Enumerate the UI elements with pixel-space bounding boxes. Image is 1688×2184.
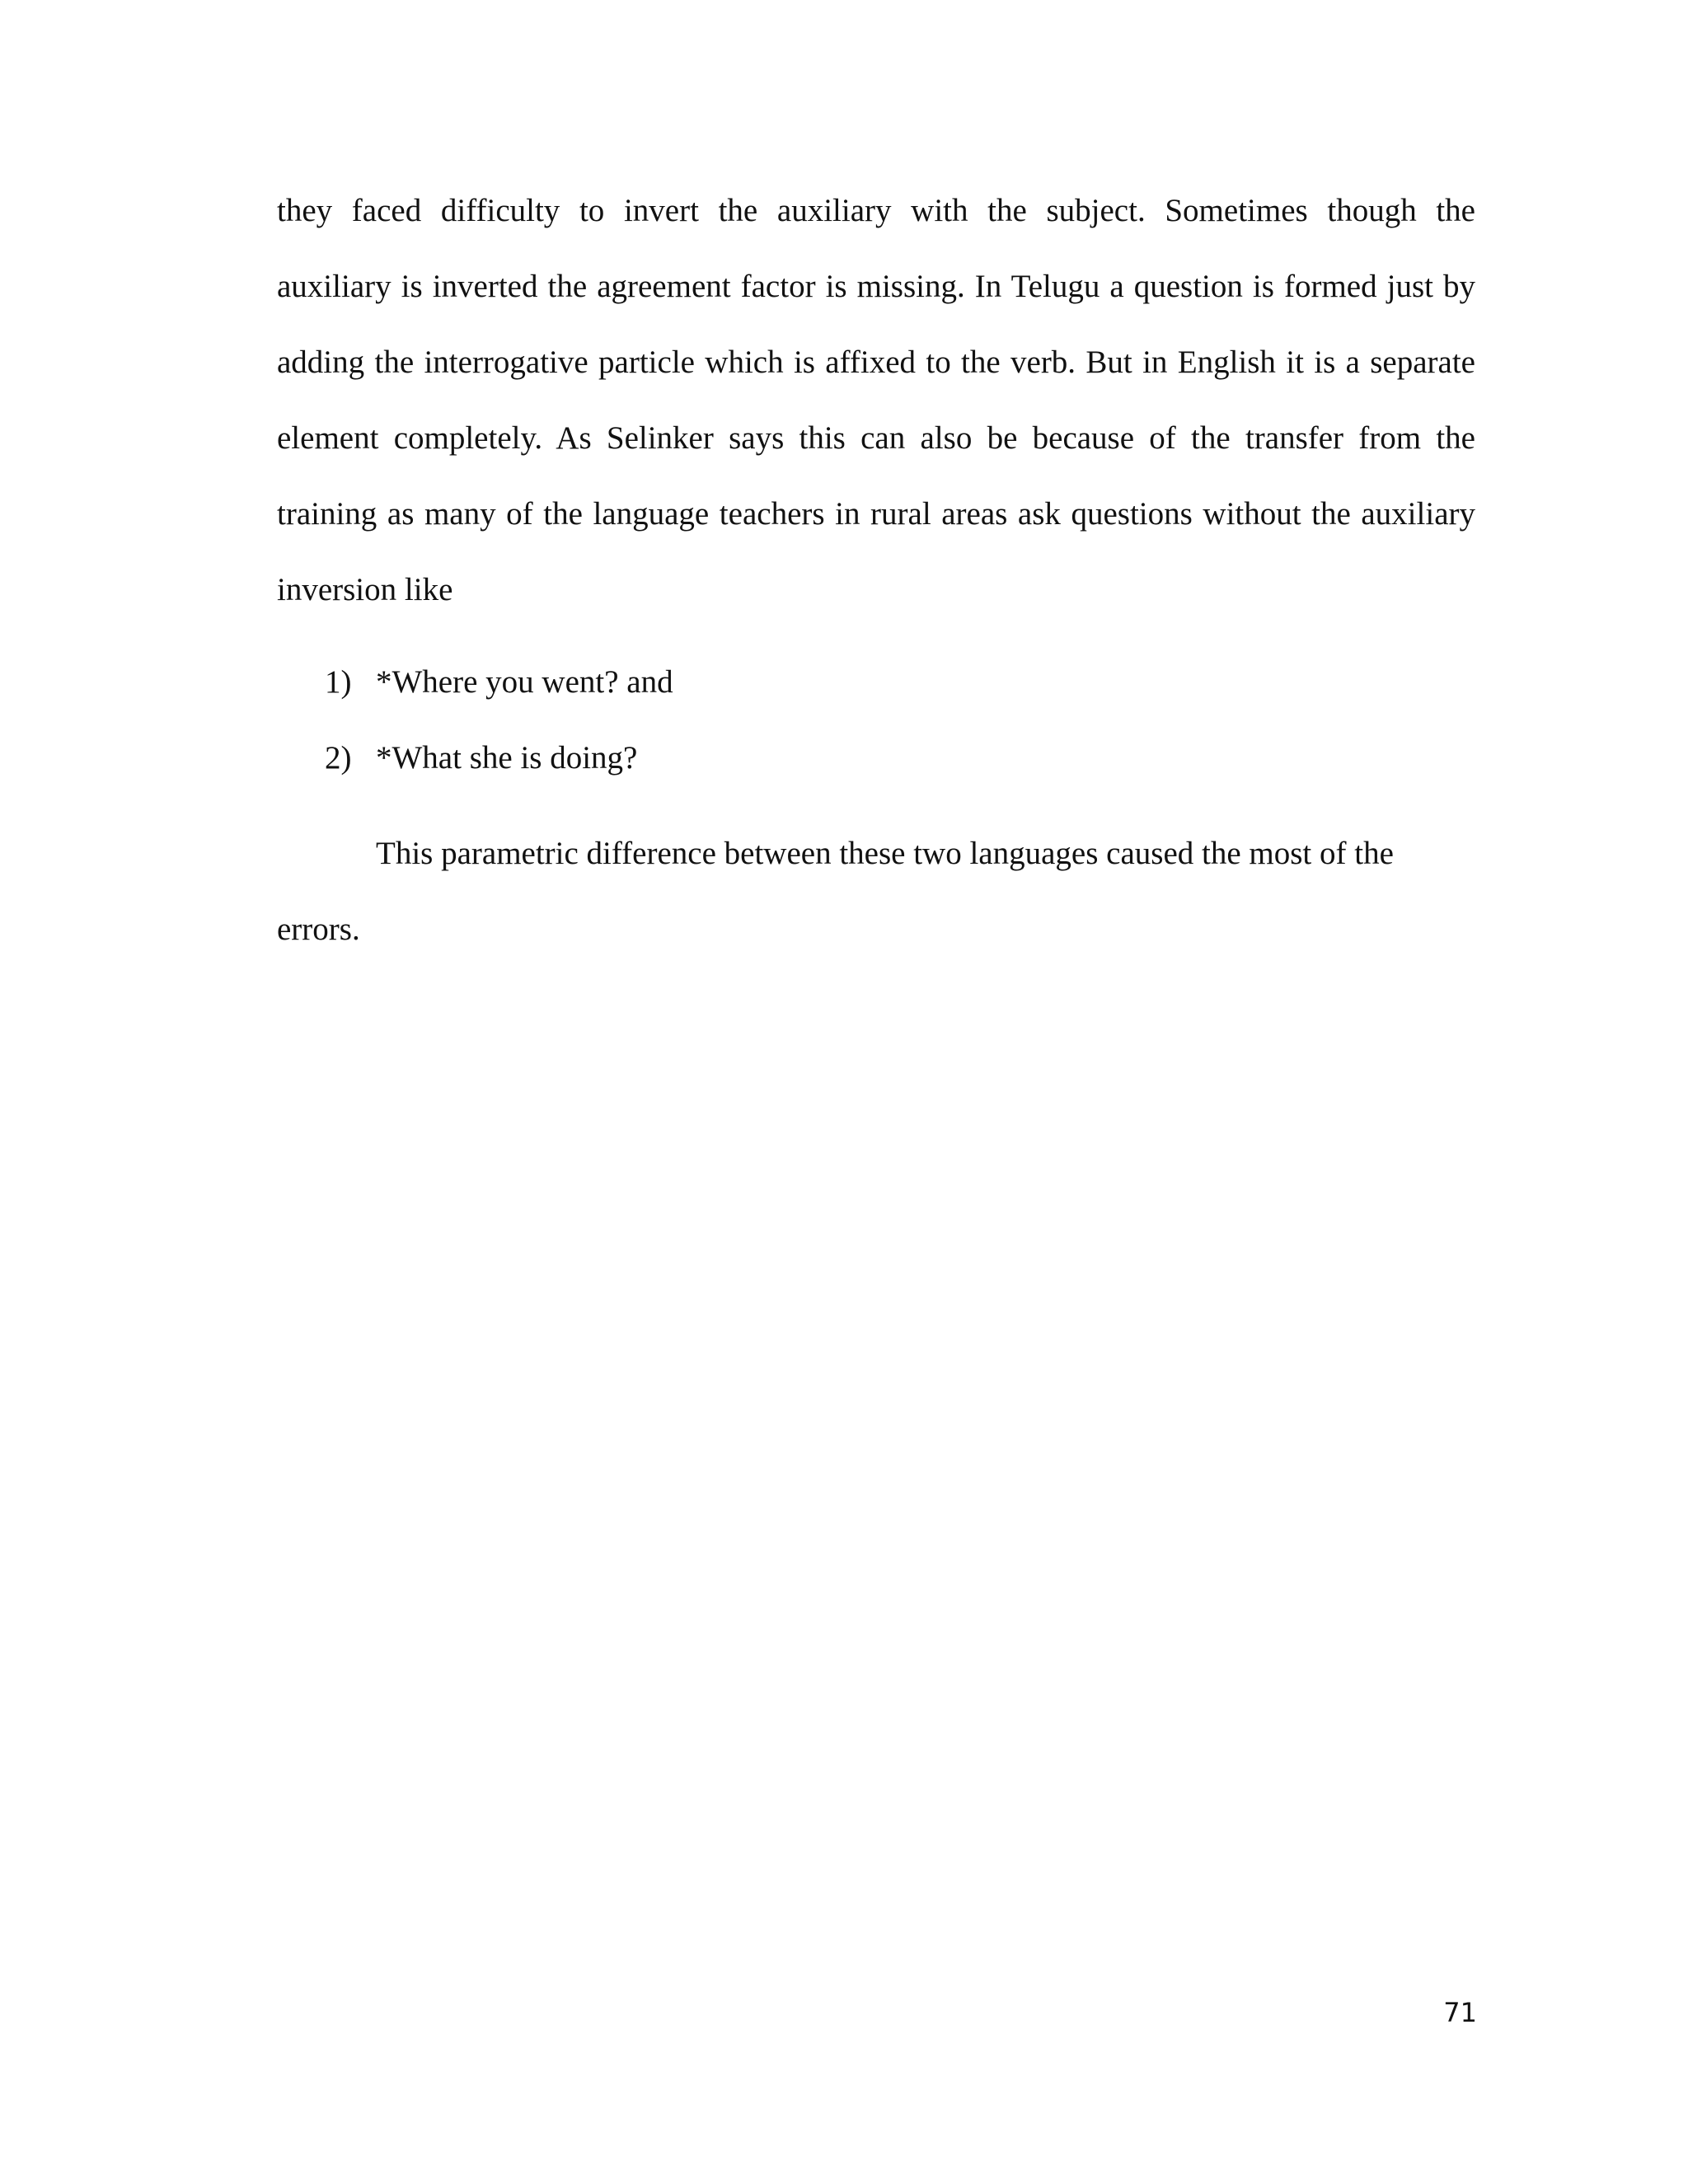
page-number: 71 [1443,1997,1477,2028]
paragraph-1-line-2: auxiliary is inverted the agreement factor is missing. In Telugu a question is formed just by [277,269,1475,304]
list-item-text: *What she is doing? [376,740,638,776]
list-item-text: *Where you went? and [376,664,673,700]
list-item [277,658,1475,707]
paragraph-1-line-6: inversion like [277,572,453,607]
list-item-number: 1) [325,664,352,700]
paragraph-1-line-1: they faced difficulty to invert the auxiliary with the subject. Sometimes though the [277,193,1475,228]
paragraph-1-line-3: adding the interrogative particle which is affixed to the verb. But in English it is a separate [277,344,1475,380]
list-item [277,733,1475,783]
paragraph-1-line-5: training as many of the language teachers in rural areas ask questions without the auxiliary [277,496,1475,532]
paragraph-2-line-2: errors. [277,912,360,947]
paragraph-2-line-1: This parametric difference between these two languages caused the most of the [376,836,1394,871]
paragraph-1-line-4: element completely. As Selinker says this can also be because of the transfer from the [277,420,1475,456]
list-item-number: 2) [325,740,352,776]
